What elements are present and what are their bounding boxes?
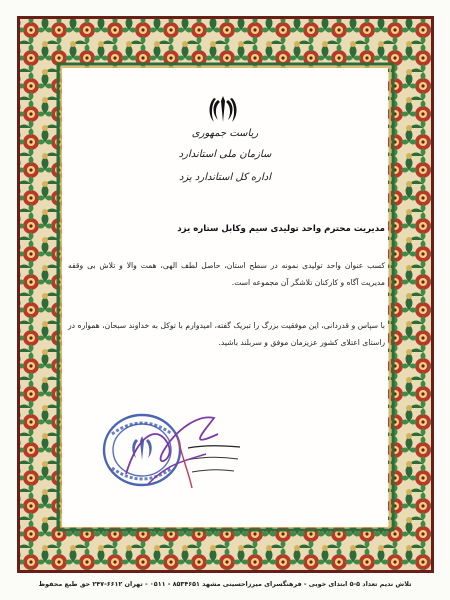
header-presidency: ریاست جمهوری <box>191 128 259 139</box>
letter-addressee: مدیریت محترم واحد تولیدی سیم وکابل ستاره یزد <box>177 224 385 234</box>
header-organization: سازمان ملی استاندارد <box>178 149 272 160</box>
header-department: اداره کل استاندارد یزد <box>178 172 272 183</box>
national-emblem-icon <box>206 92 240 126</box>
letter-paragraph: با سپاس و قدردانی، این موفقیت بزرگ را تبریک گفته، امیدوارم با توکل به خداوند سبحان، همواره در راستای اعتلای کشور عزیزمان موفق و سربلند باشید. <box>68 321 385 347</box>
printer-imprint: تلاش ندیم تعداد ۵-۵ ابتدای خوبی - فرهنگسرای میرزاحسینی مشهد ۸۵۳۴۶۵۱ - ۰۵۱۱ - تهران ۶۶۱۲-۲۴۷ حق طبع محفوظ <box>38 580 412 588</box>
letter-paragraph: کسب عنوان واحد تولیدی نمونه در سطح استان، حاصل لطف الهی، همت والا و تلاش بی وقفه مدیریت آگاه و کارکنان تلاشگر آن مجموعه است. <box>68 261 385 287</box>
signature <box>118 404 228 494</box>
